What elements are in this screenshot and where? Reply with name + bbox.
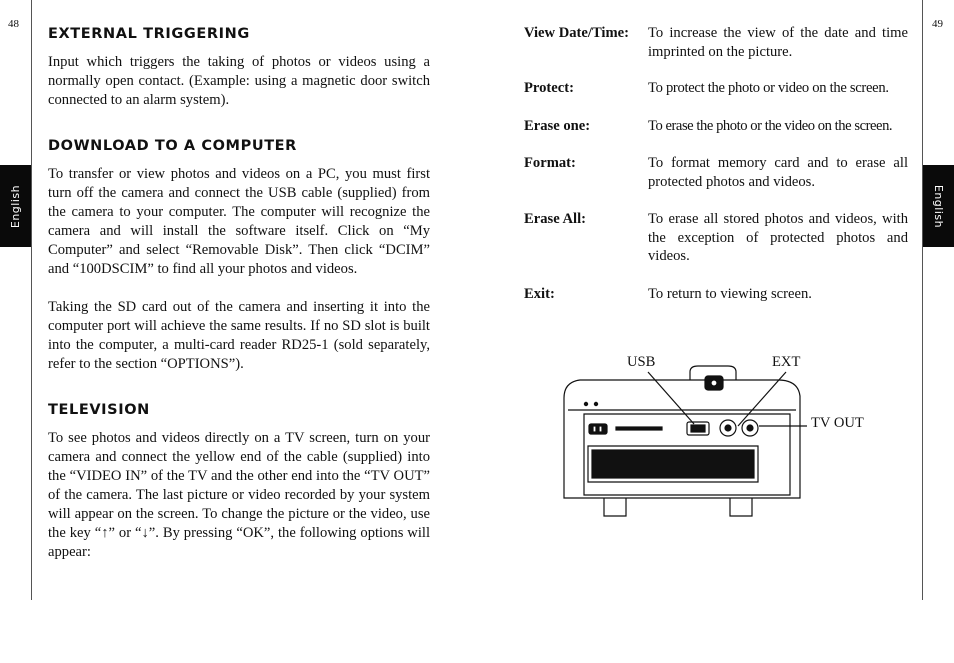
paragraph-external-triggering: Input which triggers the taking of photos or videos using a normally open contact. (Example: using a magnetic door switch connected to an alarm system). [48,54,430,108]
status-dot [584,402,587,405]
menu-option-view-date-time [524,24,908,61]
menu-option-description: To protect the photo or video on the screen. [648,80,889,96]
switch-icon [589,424,607,434]
tv-out-label: TV OUT [811,415,864,431]
menu-option-description: To return to viewing screen. [648,285,812,302]
language-tab-label: English [9,184,23,228]
language-tab-right [923,165,954,247]
section-heading-download: DOWNLOAD TO A COMPUTER [48,138,297,154]
menu-option-term: Protect: [524,80,574,96]
menu-option-format [524,154,908,191]
right-margin-rule [922,0,923,600]
usb-label: USB [627,354,656,370]
section-heading-television: TELEVISION [48,402,150,418]
status-dot [594,402,597,405]
menu-options-list [524,24,908,303]
menu-option-term: Erase All: [524,211,587,227]
section-heading-external-triggering: EXTERNAL TRIGGERING [48,26,250,42]
paragraph-television: To see photos and videos directly on a TV screen, turn on your camera and connect the yellow end of the cable (supplied) into the “VIDEO IN” of the TV and the other end into the “TV OUT” of the camera. The last picture or video recorded by your system will appear on the screen. To change the picture or the video, use the key “↑” or “↓”. By pressing “OK”, the following options will appear: [48,430,430,560]
camera-housing [564,380,800,498]
menu-option-term: View Date/Time: [524,25,629,41]
left-margin-rule [31,0,32,600]
menu-option-erase-all [524,210,908,266]
paragraph-download-1: To transfer or view photos and videos on a PC, you must first turn off the camera and connect the USB cable (supplied) from the camera to your computer. The computer will recognize the camera and will install the software itself. Click on “My Computer” and select “Removable Disk”. Then click “DCIM” and “100DSCIM” to find all your photos and videos. [48,166,430,277]
menu-option-description: To erase all stored photos and videos, with the exception of protected photos and videos. [648,211,908,264]
language-tab-left [0,165,31,247]
left-page-content [48,24,430,562]
page-number-right: 49 [932,18,943,30]
menu-option-exit [524,285,908,304]
page-number-left: 48 [8,18,19,30]
menu-option-description: To increase the view of the date and time imprinted on the picture. [648,25,908,60]
menu-option-term: Exit: [524,285,555,302]
menu-option-protect [524,79,908,98]
menu-option-description: To erase the photo or the video on the screen. [648,117,893,134]
menu-option-erase-one [524,117,908,136]
camera-ports-diagram [560,350,880,525]
menu-option-description: To format memory card and to erase all protected photos and videos. [648,155,908,190]
camera-illustration [560,350,880,525]
language-tab-label: English [932,184,946,228]
menu-option-term: Format: [524,155,576,171]
card-slot [592,450,754,478]
menu-option-term: Erase one: [524,117,591,134]
paragraph-download-2: Taking the SD card out of the camera and inserting it into the computer port will achieve the same results. If no SD slot is built into the computer, a multi-card reader RD25-1 (sold separately, refer to the section “OPTIONS”). [48,299,430,372]
ext-label: EXT [772,354,801,370]
